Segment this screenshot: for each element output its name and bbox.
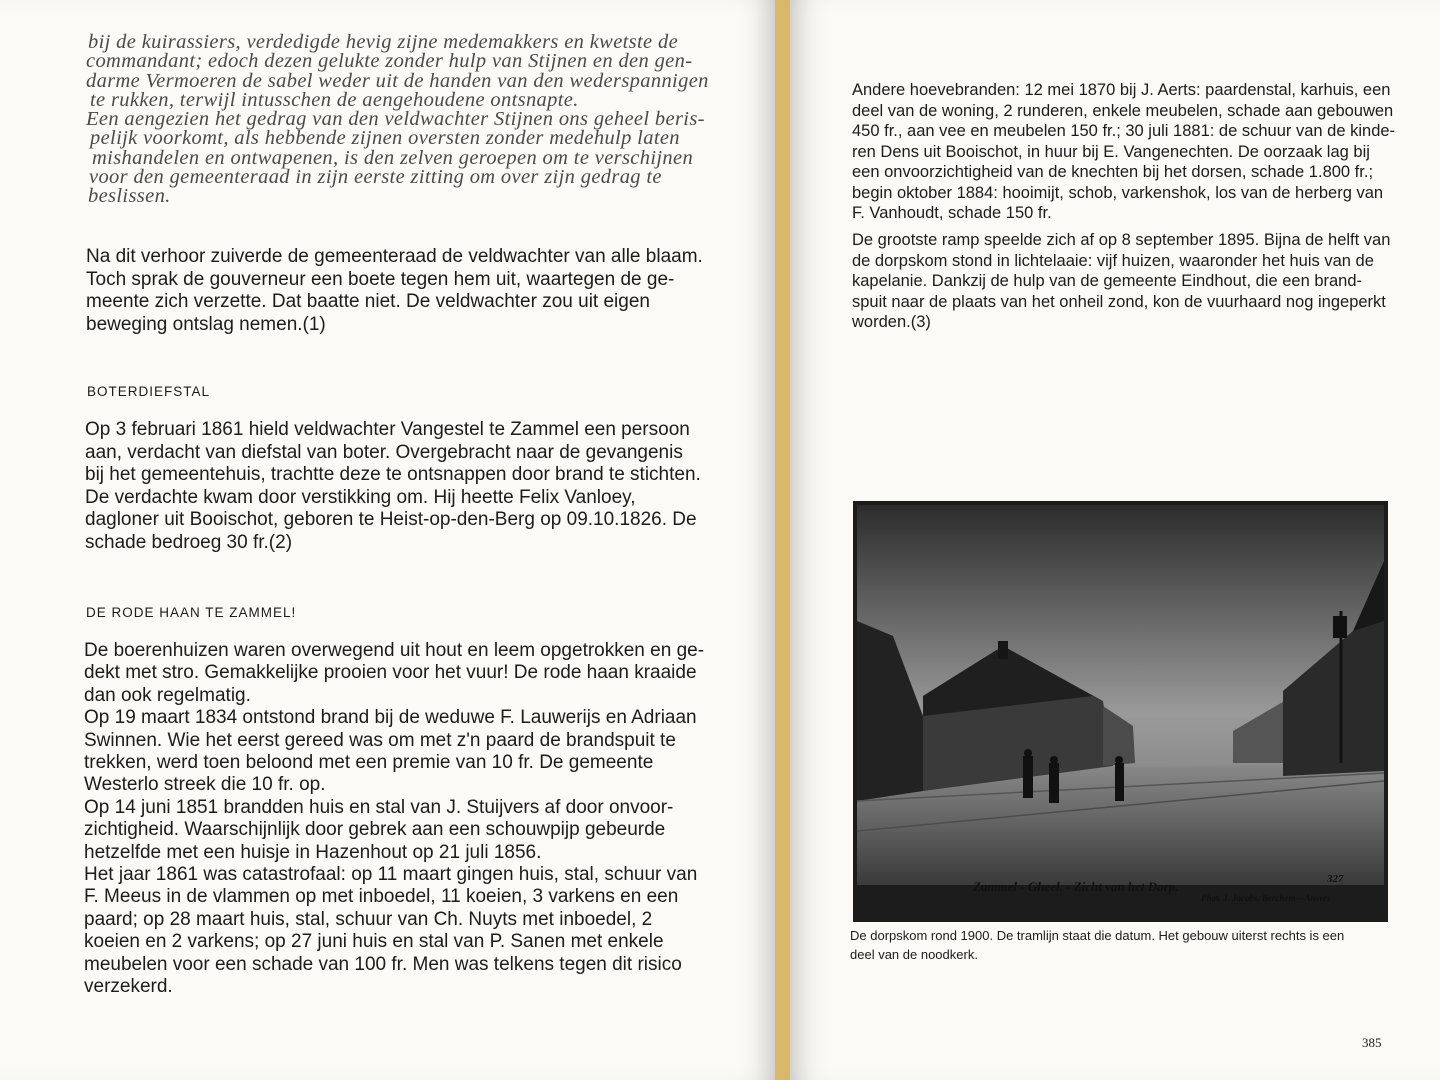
text-line: schade bedroeg 30 fr.(2) bbox=[85, 531, 293, 553]
quote-line: bij de kuirassiers, verdedigde hevig zijne medemakkers en kwetste de bbox=[88, 31, 679, 53]
text-line: koeien en 2 varkens; op 27 juni huis en stal van P. Sanen met enkele bbox=[84, 931, 664, 953]
text-line: Op 3 februari 1861 hield veldwachter Vangestel te Zammel een persoon bbox=[85, 419, 690, 440]
text-line: bij het gemeentehuis, trachtte deze te ontsnappen door brand te stichten. bbox=[85, 464, 701, 486]
text-line: trekken, werd toen beloond met een premie van 10 fr. De gemeente bbox=[84, 752, 654, 774]
paragraph-verhoor bbox=[86, 246, 703, 336]
text-line: dekt met stro. Gemakkelijke prooien voor het vuur! De rode haan kraaide bbox=[84, 662, 697, 684]
quote-line: darme Vermoeren de sabel weder uit de handen van den wederspannigen bbox=[86, 69, 709, 92]
village-photo bbox=[853, 501, 1388, 922]
quote-line: voor den gemeenteraad in zijn eerste zitting om over zijn gedrag te bbox=[89, 166, 662, 189]
text-line: F. Vanhoudt, schade 150 fr. bbox=[852, 204, 1052, 222]
text-line: F. Meeus in de vlammen op met inboedel, 11 koeien, 3 varkens en een bbox=[84, 886, 679, 908]
text-line: Het jaar 1861 was catastrofaal: op 11 maart gingen huis, stal, schuur van bbox=[84, 864, 698, 886]
text-line: De boerenhuizen waren overwegend uit hout en leem opgetrokken en ge- bbox=[84, 640, 705, 661]
text-line: Toch sprak de gouverneur een boete tegen hem uit, waartegen de ge- bbox=[86, 268, 675, 290]
caption-line: deel van de noodkerk. bbox=[850, 947, 978, 962]
paragraph-boterdiefstal bbox=[85, 419, 701, 555]
quote-line: pelijk voorkomt, als hebbende zijnen oversten zonder medehulp laten bbox=[90, 127, 680, 150]
text-line: 450 fr., aan vee en meubelen 150 fr.; 30 juli 1881: de schuur van de kinde- bbox=[852, 122, 1396, 140]
text-line: paard; op 28 maart huis, stal, schuur van Ch. Nuyts met inboedel, 2 bbox=[84, 908, 653, 930]
text-line: meente zich verzette. Dat baatte niet. De veldwachter zou uit eigen bbox=[86, 291, 650, 313]
quote-line: mishandelen en ontwapenen, is den zelven geroepen om te verschijnen bbox=[92, 146, 694, 169]
page-number: 385 bbox=[1362, 1035, 1382, 1050]
text-line: begin oktober 1884: hooimijt, schob, varkenshok, los van de herberg van bbox=[852, 183, 1384, 202]
text-line: een onvoorzichtigheid van de knechten bij het dorsen, schade 1.800 fr.; bbox=[852, 163, 1374, 181]
text-line: Op 19 maart 1834 ontstond brand bij de weduwe F. Lauwerijs en Adriaan bbox=[84, 707, 697, 729]
text-line: verzekerd. bbox=[84, 976, 173, 998]
text-line: kapelanie. Dankzij de hulp van de gemeente Eindhout, die een brand- bbox=[852, 272, 1363, 290]
quote-block bbox=[86, 33, 709, 207]
text-line: spuit naar de plaats van het onheil zond, kon de vuurhaard nog ingeperkt bbox=[852, 292, 1386, 311]
quote-line: te rukken, terwijl intusschen de aengehoudene ontsnapte. bbox=[90, 88, 579, 111]
text-line: deel van de woning, 2 runderen, enkele meubelen, schade aan gebouwen bbox=[852, 101, 1394, 120]
paragraph-grootste-ramp bbox=[852, 230, 1390, 333]
text-line: Swinnen. Wie het eerst gereed was om met z'n paard de brandspuit te bbox=[84, 729, 676, 751]
text-line: Westerlo streek die 10 fr. op. bbox=[84, 774, 326, 796]
text-line: Op 14 juni 1851 brandden huis en stal van J. Stuijvers af door onvoor- bbox=[84, 796, 674, 818]
text-line: worden.(3) bbox=[852, 313, 931, 331]
photo-caption bbox=[850, 926, 1344, 964]
text-line: Andere hoevebranden: 12 mei 1870 bij J. Aerts: paardenstal, karhuis, een bbox=[852, 81, 1391, 99]
postcard-title: Zammel - Gheel. - Zicht van het Dorp. bbox=[973, 879, 1179, 894]
text-line: hetzelfde met een huisje in Hazenhout op 21 juli 1856. bbox=[84, 841, 542, 863]
text-line: aan, verdacht van diefstal van boter. Overgebracht naar de gevangenis bbox=[85, 441, 683, 463]
paragraph-rode-haan bbox=[84, 640, 704, 999]
right-page bbox=[790, 0, 1440, 1080]
postcard-number: 327 bbox=[1327, 873, 1344, 885]
text-line: ren Dens uit Booischot, in huur bij E. Vangenechten. De oorzaak lag bij bbox=[852, 142, 1370, 161]
text-line: meubelen voor een schade van 100 fr. Men was telkens tegen dit risico bbox=[84, 953, 682, 975]
quote-line: beslissen. bbox=[88, 185, 171, 208]
text-line: zichtigheid. Waarschijnlijk door gebrek aan een schouwpijp gebeurde bbox=[84, 819, 666, 841]
section-heading-boterdiefstal: BOTERDIEFSTAL bbox=[87, 384, 211, 399]
quote-line: Een aengezien het gedrag van den veldwachter Stijnen ons geheel beris- bbox=[86, 108, 705, 131]
caption-line: De dorpskom rond 1900. De tramlijn staat die datum. Het gebouw uiterst rechts is een bbox=[850, 928, 1345, 943]
text-line: beweging ontslag nemen.(1) bbox=[86, 313, 326, 335]
text-line: De verdachte kwam door verstikking om. Hij heette Felix Vanloey, bbox=[85, 486, 636, 508]
paragraph-hoevebranden bbox=[852, 80, 1395, 224]
book-gutter bbox=[775, 0, 790, 1080]
text-line: dan ook regelmatig. bbox=[84, 684, 251, 706]
quote-line: commandant; edoch dezen gelukte zonder hulp van Stijnen en den gen- bbox=[86, 50, 693, 73]
text-line: de dorpskom stond in lichtelaaie: vijf huizen, waaronder het huis van de bbox=[852, 251, 1374, 270]
village-street-image bbox=[853, 501, 1388, 922]
text-line: De grootste ramp speelde zich af op 8 september 1895. Bijna de helft van bbox=[852, 231, 1391, 249]
text-line: Na dit verhoor zuiverde de gemeenteraad de veldwachter van alle blaam. bbox=[86, 246, 703, 267]
postcard-credit: Phot. J. Jacobs, Berchem—Anvers bbox=[1201, 893, 1331, 903]
section-heading-rode-haan: DE RODE HAAN TE ZAMMEL! bbox=[86, 605, 297, 620]
text-line: dagloner uit Booischot, geboren te Heist-op-den-Berg op 09.10.1826. De bbox=[85, 509, 697, 531]
